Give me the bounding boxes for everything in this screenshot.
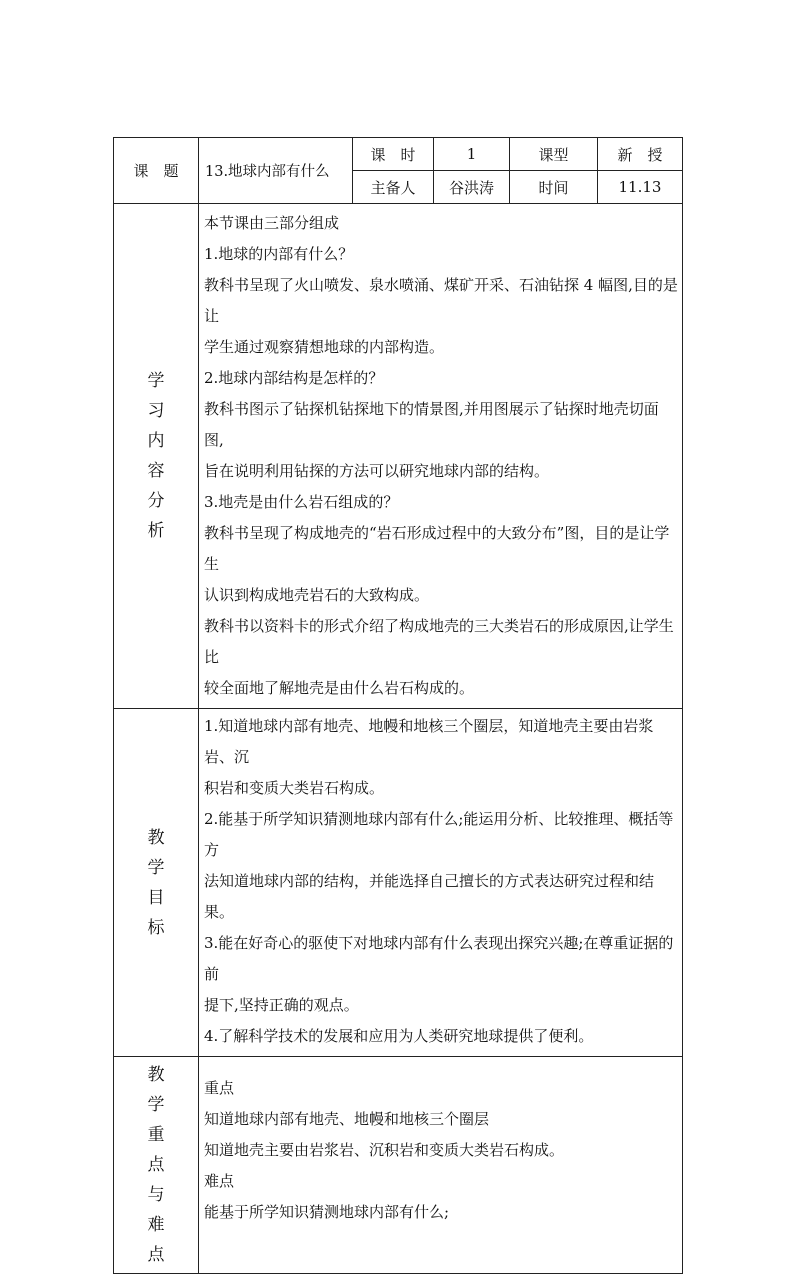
analysis-label-cell xyxy=(114,204,199,709)
topic-value: 13.地球内部有什么 xyxy=(205,164,330,180)
goals-label-char: 学 xyxy=(147,857,165,878)
period-value: 1 xyxy=(466,145,477,163)
analysis-line: 旨在说明利用钻探的方法可以研究地球内部的结构。 xyxy=(204,462,550,480)
goals-label-cell xyxy=(114,709,199,1057)
type-label-cell xyxy=(510,138,598,171)
preparer-label: 主备人 xyxy=(370,178,416,197)
lesson-plan-table xyxy=(113,137,683,1274)
analysis-label-char: 习 xyxy=(147,401,165,421)
goals-row xyxy=(114,709,683,1057)
type-value: 新 授 xyxy=(617,145,663,164)
preparer-value: 谷洪涛 xyxy=(448,178,494,197)
key-points-label-cell xyxy=(114,1057,199,1274)
type-value-cell xyxy=(598,138,683,171)
analysis-label-char: 容 xyxy=(147,461,165,481)
key-point-line: 能基于所学知识猜测地球内部有什么; xyxy=(204,1203,450,1221)
goal-line: 法知道地球内部的结构，并能选择自己擅长的方式表达研究过程和结果。 xyxy=(204,872,655,921)
key-point-line: 重点 xyxy=(204,1079,235,1097)
analysis-line: 教科书呈现了火山喷发、泉水喷涌、煤矿开采、石油钻探 4 幅图,目的是让 xyxy=(204,276,678,325)
analysis-line: 教科书以资料卡的形式介绍了构成地壳的三大类岩石的形成原因,让学生比 xyxy=(204,617,674,666)
key-points-content xyxy=(199,1057,683,1274)
goal-line: 1.知道地球内部有地壳、地幔和地核三个圈层，知道地壳主要由岩浆岩、沉 xyxy=(204,717,654,766)
header-row-1 xyxy=(114,138,683,171)
key-points-label-char: 重 xyxy=(147,1125,165,1145)
key-points-label-char: 点 xyxy=(147,1155,165,1175)
analysis-line: 认识到构成地壳岩石的大致构成。 xyxy=(204,586,430,604)
preparer-value-cell xyxy=(434,171,510,204)
key-points-label-char: 与 xyxy=(147,1185,165,1205)
goals-label-char: 教 xyxy=(147,827,165,848)
goal-line: 提下,坚持正确的观点。 xyxy=(204,996,359,1014)
analysis-line: 较全面地了解地壳是由什么岩石构成的。 xyxy=(204,679,475,697)
analysis-line: 本节课由三部分组成 xyxy=(204,214,340,232)
preparer-label-cell xyxy=(353,171,434,204)
analysis-row xyxy=(114,204,683,709)
goals-content xyxy=(199,709,683,1057)
goals-label-char: 标 xyxy=(147,917,165,938)
period-label-cell xyxy=(353,138,434,171)
goal-line: 4.了解科学技术的发展和应用为人类研究地球提供了便利。 xyxy=(204,1027,594,1045)
time-label: 时间 xyxy=(538,178,569,197)
key-points-label-char: 教 xyxy=(147,1065,165,1085)
topic-value-cell xyxy=(199,138,353,204)
analysis-line: 学生通过观察猜想地球的内部构造。 xyxy=(204,338,445,356)
time-value: 11.13 xyxy=(618,178,662,196)
analysis-content xyxy=(199,204,683,709)
analysis-line: 1.地球的内部有什么？ xyxy=(204,245,354,263)
key-points-label-char: 点 xyxy=(147,1245,165,1265)
topic-label: 课 题 xyxy=(133,162,179,180)
analysis-line: 2.地球内部结构是怎样的？ xyxy=(204,369,384,387)
period-label: 课 时 xyxy=(370,145,416,164)
topic-label-cell xyxy=(114,138,199,204)
key-point-line: 知道地球内部有地壳、地幔和地核三个圈层 xyxy=(204,1110,490,1128)
time-label-cell xyxy=(510,171,598,204)
time-value-cell xyxy=(598,171,683,204)
analysis-line: 3.地壳是由什么岩石组成的？ xyxy=(204,493,399,511)
type-label: 课型 xyxy=(538,145,569,164)
key-points-row xyxy=(114,1057,683,1274)
key-points-label-char: 难 xyxy=(147,1215,165,1235)
analysis-line: 教科书图示了钻探机钻探地下的情景图,并用图展示了钻探时地壳切面图, xyxy=(204,400,659,449)
goal-line: 2.能基于所学知识猜测地球内部有什么;能运用分析、比较推理、概括等方 xyxy=(204,810,674,859)
period-value-cell xyxy=(434,138,510,171)
goals-label-char: 目 xyxy=(147,887,165,908)
analysis-label-char: 学 xyxy=(147,371,165,391)
key-points-label-char: 学 xyxy=(147,1095,165,1115)
analysis-line: 教科书呈现了构成地壳的“岩石形成过程中的大致分布”图，目的是让学生 xyxy=(204,524,670,573)
goal-line: 3.能在好奇心的驱使下对地球内部有什么表现出探究兴趣;在尊重证据的前 xyxy=(204,934,674,983)
analysis-label-char: 析 xyxy=(147,521,165,541)
analysis-label-char: 分 xyxy=(147,491,165,511)
key-point-line: 知道地壳主要由岩浆岩、沉积岩和变质大类岩石构成。 xyxy=(204,1141,565,1159)
key-point-line: 难点 xyxy=(204,1172,235,1190)
goal-line: 积岩和变质大类岩石构成。 xyxy=(204,779,385,797)
analysis-label-char: 内 xyxy=(147,431,165,451)
